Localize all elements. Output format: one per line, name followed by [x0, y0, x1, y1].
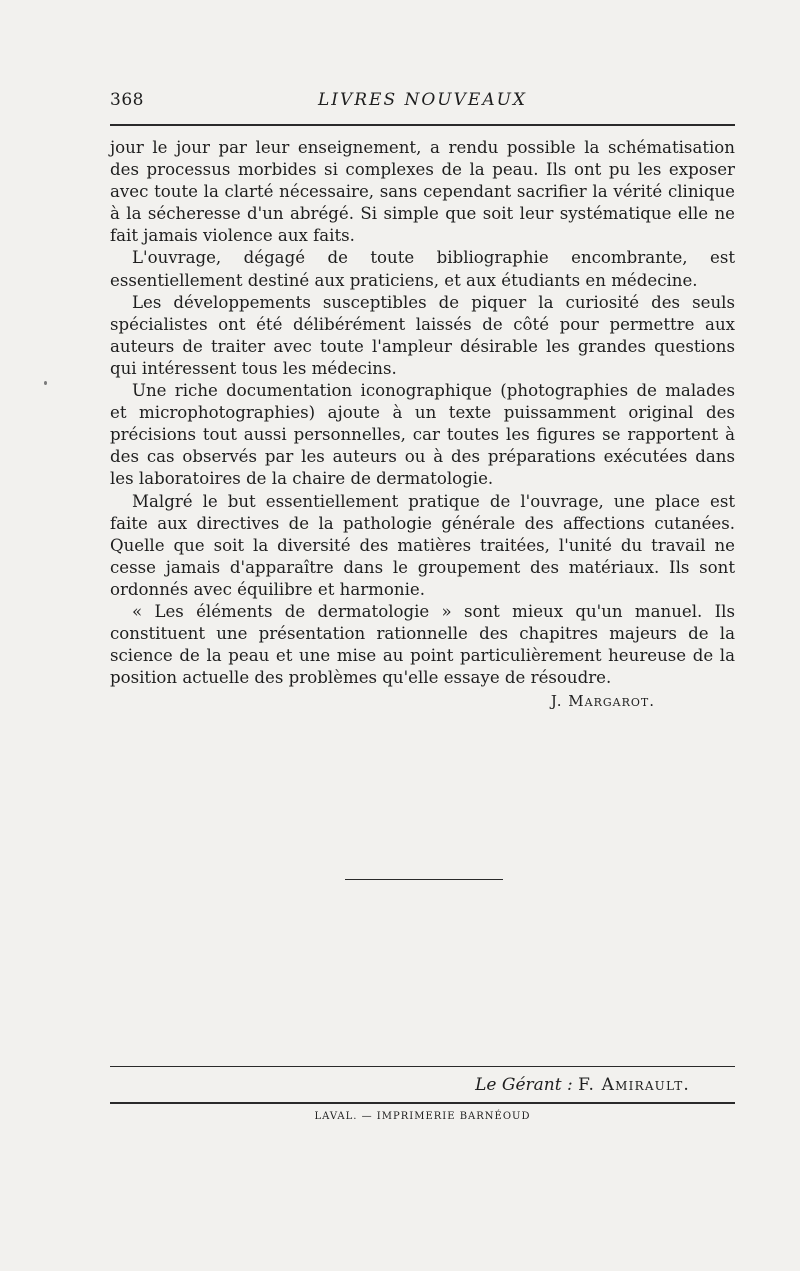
running-head: LIVRES NOUVEAUX — [317, 90, 528, 110]
paragraph: Une riche documentation iconographique (photographies de malades et microphotographies) ajoute à un texte puissamment original des précisions tout aussi personnelles, car toutes les figures se rapportent à des cas observés par les auteurs ou à des préparations exécutées dans les laboratoires de la chaire de dermatologie. — [110, 381, 735, 489]
review-body — [110, 137, 735, 712]
footer-rule-bottom — [110, 1102, 735, 1104]
footer-rule-top — [110, 1066, 735, 1067]
paragraph: jour le jour par leur enseignement, a rendu possible la schématisation des processus morbides si complexes de la peau. Ils ont pu les exposer avec toute la clarté nécessaire, sans cependant sacrifier la vérité clinique à la sécheresse d'un abrégé. Si simple que soit leur systématique elle ne fait jamais violence aux faits. — [110, 138, 735, 246]
section-separator — [345, 879, 503, 880]
gerant-label: Le Gérant : — [475, 1075, 573, 1095]
signature: J. Margarot. — [550, 692, 655, 711]
gerant-name: F. Amirault. — [578, 1075, 690, 1095]
paragraph: L'ouvrage, dégagé de toute bibliographie encombrante, est essentiellement destiné aux praticiens, et aux étudiants en médecine. — [110, 248, 735, 290]
paragraph: Malgré le but essentiellement pratique de l'ouvrage, une place est faite aux directives de la pathologie générale des affections cutanées. Quelle que soit la diversité des matières traitées, l'unité du travail ne cesse jamais d'apparaître dans le groupement des matériaux. Ils sont ordonnés avec équilibre et harmonie. — [110, 491, 735, 599]
imprint: LAVAL. — IMPRIMERIE BARNÉOUD — [314, 1111, 531, 1122]
header-rule — [110, 124, 735, 126]
page-number: 368 — [110, 90, 144, 110]
page-header — [110, 88, 735, 116]
paragraph: Les développements susceptibles de piquer la curiosité des seuls spécialistes ont été délibérément laissés de côté pour permettre aux auteurs de traiter avec toute l'ampleur désirable les grandes questions qui intéressent tous les médecins. — [110, 292, 735, 378]
paragraph: « Les éléments de dermatologie » sont mieux qu'un manuel. Ils constituent une présentation rationnelle des chapitres majeurs de la science de la peau et une mise au point particulièrement heureuse de la position actuelle des problèmes qu'elle essaye de résoudre. — [110, 601, 735, 688]
gerant-line — [110, 1075, 690, 1095]
margin-speck — [44, 381, 47, 385]
